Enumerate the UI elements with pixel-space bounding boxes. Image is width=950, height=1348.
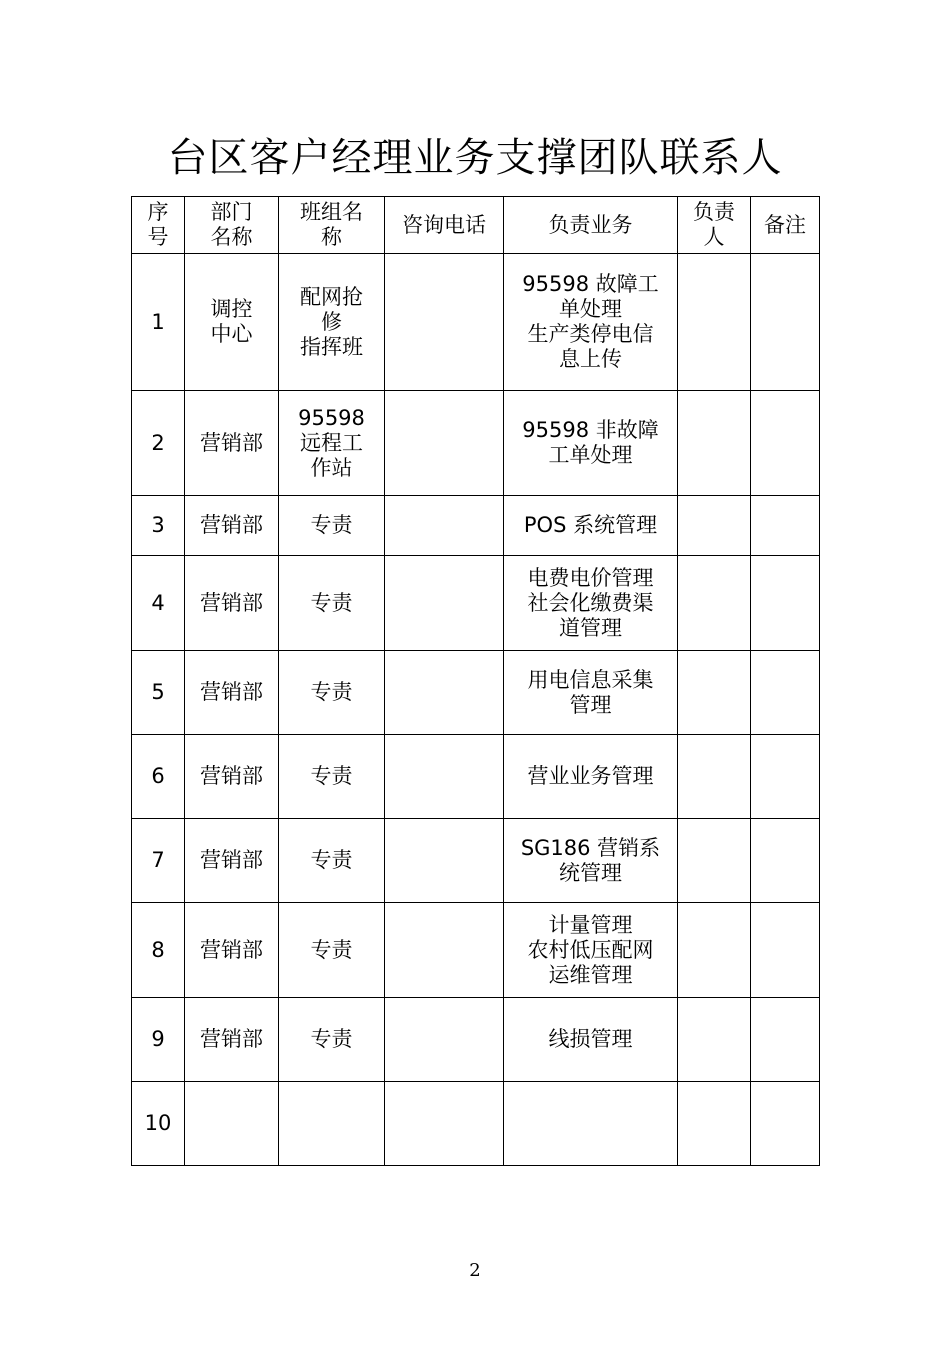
cell-team	[279, 1082, 385, 1166]
cell-remarks	[751, 254, 820, 391]
cell-team: 专责	[279, 998, 385, 1082]
table-row	[132, 819, 820, 903]
table-row	[132, 1082, 820, 1166]
cell-owner	[678, 556, 751, 651]
cell-team: 专责	[279, 556, 385, 651]
table-row	[132, 496, 820, 556]
cell-department: 营销部	[185, 903, 279, 998]
cell-remarks	[751, 735, 820, 819]
contact-table	[131, 196, 820, 1166]
cell-seq: 1	[132, 254, 185, 391]
cell-department: 调控 中心	[185, 254, 279, 391]
cell-business: 用电信息采集 管理	[504, 651, 678, 735]
cell-team: 专责	[279, 819, 385, 903]
cell-phone	[385, 1082, 504, 1166]
cell-business: SG186 营销系 统管理	[504, 819, 678, 903]
table-row	[132, 556, 820, 651]
cell-phone	[385, 998, 504, 1082]
cell-phone	[385, 819, 504, 903]
header-seq: 序 号	[132, 197, 185, 254]
cell-seq: 3	[132, 496, 185, 556]
cell-phone	[385, 903, 504, 998]
cell-owner	[678, 1082, 751, 1166]
cell-department	[185, 1082, 279, 1166]
cell-team: 专责	[279, 903, 385, 998]
cell-phone	[385, 735, 504, 819]
cell-business: 营业业务管理	[504, 735, 678, 819]
cell-owner	[678, 651, 751, 735]
page-number: 2	[469, 1260, 481, 1281]
cell-team: 专责	[279, 496, 385, 556]
cell-business: 线损管理	[504, 998, 678, 1082]
cell-owner	[678, 998, 751, 1082]
cell-business: 95598 非故障 工单处理	[504, 391, 678, 496]
cell-team: 专责	[279, 651, 385, 735]
cell-remarks	[751, 651, 820, 735]
cell-team: 配网抢 修 指挥班	[279, 254, 385, 391]
cell-seq: 8	[132, 903, 185, 998]
cell-department: 营销部	[185, 735, 279, 819]
cell-seq: 2	[132, 391, 185, 496]
cell-remarks	[751, 556, 820, 651]
cell-phone	[385, 254, 504, 391]
table-row	[132, 903, 820, 998]
cell-business: 计量管理 农村低压配网 运维管理	[504, 903, 678, 998]
cell-remarks	[751, 391, 820, 496]
cell-owner	[678, 496, 751, 556]
table-header-row	[132, 197, 820, 254]
table-row	[132, 391, 820, 496]
table-row	[132, 651, 820, 735]
header-remarks: 备注	[751, 197, 820, 254]
cell-owner	[678, 735, 751, 819]
cell-business: 电费电价管理 社会化缴费渠 道管理	[504, 556, 678, 651]
cell-phone	[385, 651, 504, 735]
cell-owner	[678, 819, 751, 903]
cell-business	[504, 1082, 678, 1166]
cell-team: 专责	[279, 735, 385, 819]
cell-remarks	[751, 819, 820, 903]
cell-seq: 4	[132, 556, 185, 651]
cell-department: 营销部	[185, 391, 279, 496]
cell-business: 95598 故障工 单处理 生产类停电信 息上传	[504, 254, 678, 391]
cell-department: 营销部	[185, 998, 279, 1082]
cell-department: 营销部	[185, 556, 279, 651]
cell-seq: 10	[132, 1082, 185, 1166]
cell-remarks	[751, 496, 820, 556]
page-title: 台区客户经理业务支撑团队联系人	[167, 135, 783, 181]
cell-department: 营销部	[185, 496, 279, 556]
header-phone: 咨询电话	[385, 197, 504, 254]
cell-remarks	[751, 998, 820, 1082]
header-business: 负责业务	[504, 197, 678, 254]
cell-department: 营销部	[185, 819, 279, 903]
cell-seq: 6	[132, 735, 185, 819]
header-owner: 负责 人	[678, 197, 751, 254]
cell-phone	[385, 556, 504, 651]
cell-owner	[678, 391, 751, 496]
cell-team: 95598 远程工 作站	[279, 391, 385, 496]
cell-seq: 7	[132, 819, 185, 903]
table-row	[132, 735, 820, 819]
cell-seq: 5	[132, 651, 185, 735]
cell-phone	[385, 496, 504, 556]
cell-remarks	[751, 903, 820, 998]
cell-owner	[678, 254, 751, 391]
cell-department: 营销部	[185, 651, 279, 735]
table-row	[132, 998, 820, 1082]
cell-phone	[385, 391, 504, 496]
table-row	[132, 254, 820, 391]
cell-remarks	[751, 1082, 820, 1166]
cell-owner	[678, 903, 751, 998]
cell-business: POS 系统管理	[504, 496, 678, 556]
header-team: 班组名 称	[279, 197, 385, 254]
cell-seq: 9	[132, 998, 185, 1082]
header-department: 部门 名称	[185, 197, 279, 254]
